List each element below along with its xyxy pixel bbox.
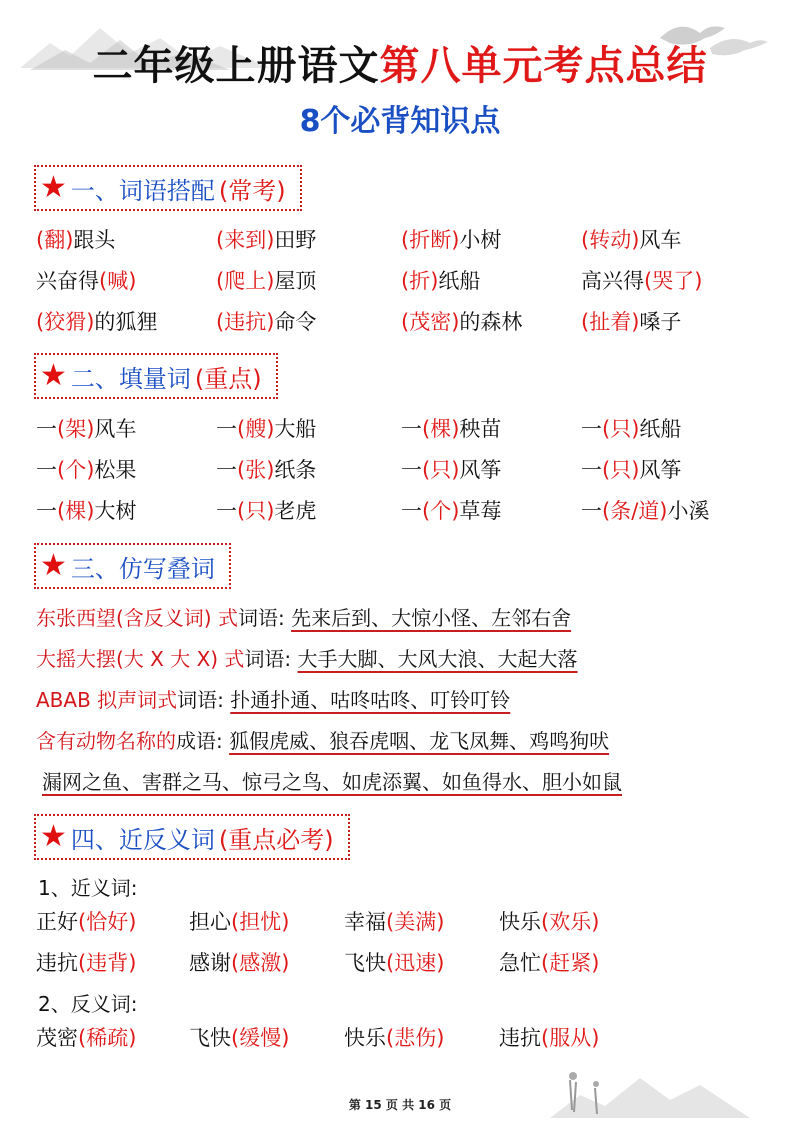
section-heading: 三、仿写叠词 (70, 554, 215, 583)
star-icon: ★ (40, 358, 67, 393)
collocation-item: 兴奋得(喊) (36, 268, 137, 293)
measure-item: 一(只)纸船 (581, 416, 682, 441)
page-title (0, 38, 800, 94)
collocation-item: (违抗)命令 (216, 309, 317, 334)
collocation-row (36, 300, 776, 341)
collocation-item: (来到)田野 (216, 227, 317, 252)
collocation-item: (狡猾)的狐狸 (36, 309, 158, 334)
measure-item: 一(棵)大树 (36, 498, 137, 523)
antonym-grid (36, 1016, 776, 1057)
measure-word-grid (36, 407, 776, 530)
measure-item: 一(个)草莓 (401, 498, 502, 523)
antonym-item: 飞快(缓慢) (189, 1025, 290, 1050)
page-subtitle: 8个必背知识点 (299, 104, 501, 139)
pattern-line: 漏网之鱼、害群之马、惊弓之鸟、如虎添翼、如鱼得水、胆小如鼠 (42, 770, 622, 794)
star-icon: ★ (40, 170, 67, 205)
section-tag: (重点必考) (218, 825, 334, 854)
pattern-line: ABAB 拟声词式 词语: 扑通扑通、咕咚咕咚、叮铃叮铃 (36, 688, 511, 712)
title-grade: 二年级上册语文 (92, 43, 380, 89)
collocation-row (36, 259, 776, 300)
measure-item: 一(个)松果 (36, 457, 137, 482)
collocation-grid (36, 218, 776, 341)
measure-item: 一(只)风筝 (401, 457, 502, 482)
section-heading: 四、近反义词 (70, 825, 215, 854)
measure-item: 一(条/道)小溪 (581, 498, 710, 523)
collocation-item: (折断)小树 (401, 227, 502, 252)
synonym-item: 急忙(赶紧) (499, 950, 600, 975)
measure-row (36, 489, 776, 530)
measure-item: 一(只)风筝 (581, 457, 682, 482)
measure-row (36, 448, 776, 489)
pattern-line: 东张西望(含反义词) 式 词语: 先来后到、大惊小怪、左邻右舍 (36, 606, 572, 630)
pattern-line: 大摇大摆(大 X 大 X) 式 词语: 大手大脚、大风大浪、大起大落 (36, 647, 578, 671)
measure-item: 一(棵)秧苗 (401, 416, 502, 441)
synonym-row (36, 900, 776, 941)
section-header-synonyms-antonyms (34, 814, 350, 860)
synonym-item: 幸福(美满) (344, 909, 445, 934)
synonym-grid (36, 900, 776, 982)
collocation-item: (翻)跟头 (36, 227, 116, 252)
star-icon: ★ (40, 819, 67, 854)
measure-item: 一(只)老虎 (216, 498, 317, 523)
synonym-item: 感谢(感激) (189, 950, 290, 975)
section-heading: 二、填量词 (70, 364, 191, 393)
synonym-item: 正好(恰好) (36, 909, 137, 934)
section-heading: 一、词语搭配 (70, 176, 215, 205)
antonym-item: 快乐(悲伤) (344, 1025, 445, 1050)
title-topic: 第八单元考点总结 (379, 43, 708, 89)
measure-item: 一(架)风车 (36, 416, 137, 441)
synonyms-label: 1、近义词: (38, 875, 138, 900)
antonym-item: 茂密(稀疏) (36, 1025, 137, 1050)
section-header-reduplicated-words (34, 543, 231, 589)
section-header-measure-words (34, 353, 278, 399)
synonym-item: 快乐(欢乐) (499, 909, 600, 934)
measure-item: 一(张)纸条 (216, 457, 317, 482)
collocation-item: (茂密)的森林 (401, 309, 523, 334)
page-number: 第 15 页 共 16 页 (348, 1098, 452, 1112)
synonym-item: 飞快(迅速) (344, 950, 445, 975)
measure-row (36, 407, 776, 448)
collocation-item: 高兴得(哭了) (581, 268, 703, 293)
collocation-item: (扯着)嗓子 (581, 309, 682, 334)
collocation-row (36, 218, 776, 259)
collocation-item: (转动)风车 (581, 227, 682, 252)
section-tag: (重点) (194, 364, 262, 393)
pattern-list (36, 596, 776, 801)
measure-item: 一(艘)大船 (216, 416, 317, 441)
antonym-row (36, 1016, 776, 1057)
pattern-line: 含有动物名称的 成语: 狐假虎威、狼吞虎咽、龙飞凤舞、鸡鸣狗吠 (36, 729, 610, 753)
synonym-item: 担心(担忧) (189, 909, 290, 934)
star-icon: ★ (40, 548, 67, 583)
collocation-item: (折)纸船 (401, 268, 481, 293)
synonym-item: 违抗(违背) (36, 950, 137, 975)
synonym-row (36, 941, 776, 982)
antonym-item: 违抗(服从) (499, 1025, 600, 1050)
section-header-collocations (34, 165, 302, 211)
antonyms-label: 2、反义词: (38, 991, 138, 1016)
collocation-item: (爬上)屋顶 (216, 268, 317, 293)
section-tag: (常考) (218, 176, 286, 205)
